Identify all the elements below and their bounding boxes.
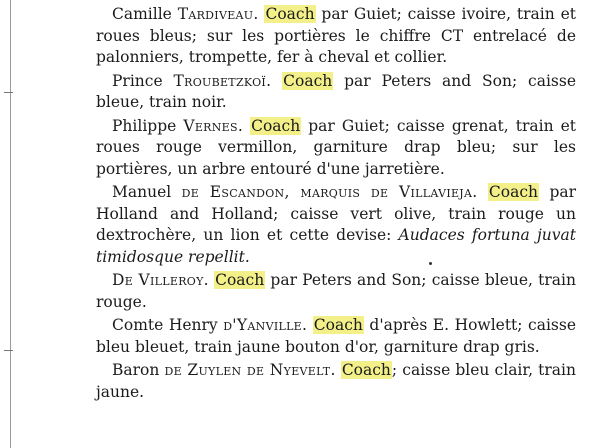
entry-motto: Audaces fortuna juvat timidosque repellit. <box>96 226 577 266</box>
entry-first-name: Prince <box>112 71 174 90</box>
entry-vernes <box>96 116 576 181</box>
entry-surname: Vernes. <box>183 116 244 135</box>
highlighted-term: Coach <box>488 183 539 201</box>
entry-troubetzkoi <box>96 71 576 114</box>
entry-first-name: Manuel <box>112 183 182 201</box>
entry-surname: d'Yanville. <box>223 316 308 334</box>
entry-first-name: Camille <box>112 5 178 23</box>
entry-villeroy <box>96 270 576 313</box>
entry-zuylen <box>96 360 576 403</box>
entry-yanville <box>96 315 576 358</box>
entry-first-name: Comte Henry <box>112 316 224 334</box>
entry-surname: de Zuylen de Nyevelt. <box>164 361 336 379</box>
entry-description: par Holland and Holland; caisse vert olive, train rouge un dextrochère, un lion et cette devise: <box>96 183 577 244</box>
entry-surname: De Villeroy. <box>112 271 209 289</box>
entry-tardiveau <box>96 4 576 69</box>
entry-escandon <box>96 182 576 268</box>
highlighted-term: Coach <box>251 116 301 135</box>
entry-list <box>96 4 576 405</box>
entry-description: par Peters and Son; caisse bleue, train rouge. <box>96 271 576 311</box>
entry-first-name: Baron <box>112 361 165 379</box>
entry-surname: de Escandon, marquis de Villavieja. <box>181 183 478 201</box>
entry-description: ; caisse bleu clair, train jaune. <box>96 361 576 401</box>
margin-mark <box>4 350 13 351</box>
page-margin-line <box>10 0 11 448</box>
entry-description: par Guiet; caisse grenat, train et roues rouge vermillon, garniture drap bleu; sur les portières, un arbre entouré d'une jarretière. <box>96 116 576 178</box>
entry-description: par Guiet; caisse ivoire, train et roues bleus; sur les portières le chiffre CT entrelacé de palonniers, trompette, fer à cheval et collier. <box>96 5 576 66</box>
margin-mark <box>4 92 13 93</box>
highlighted-term: Coach <box>341 361 391 379</box>
entry-surname: Troubetzkoï. <box>173 71 272 90</box>
highlighted-term: Coach <box>265 5 315 23</box>
highlighted-term: Coach <box>215 271 265 289</box>
ink-speck <box>429 262 432 265</box>
entry-description: d'après E. Howlett; caisse bleu bleuet, train jaune bouton d'or, garniture drap gris. <box>96 316 576 356</box>
highlighted-term: Coach <box>283 71 333 90</box>
entry-surname: Tardiveau. <box>177 5 259 23</box>
highlighted-term: Coach <box>313 316 363 334</box>
entry-description: par Peters and Son; caisse bleue, train noir. <box>96 71 577 111</box>
entry-first-name: Philippe <box>112 116 184 135</box>
